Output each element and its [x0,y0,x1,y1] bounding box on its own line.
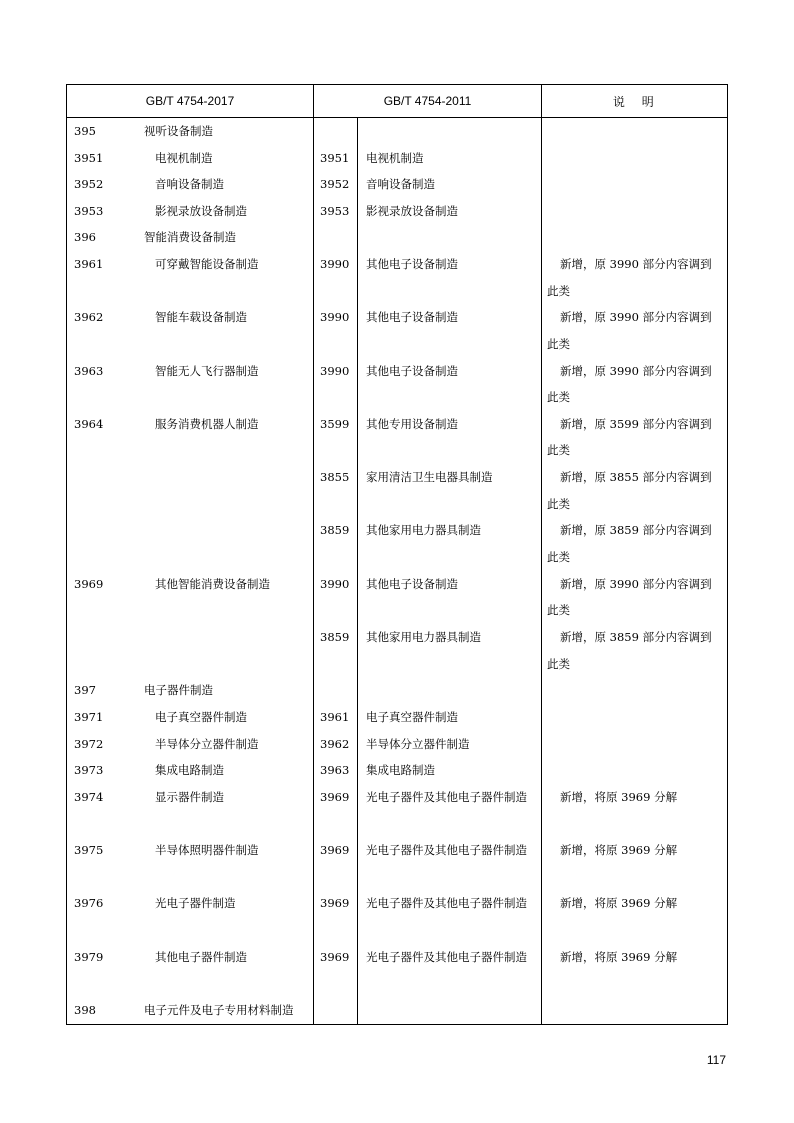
note [542,224,727,251]
code-2011: 3952 [314,171,358,198]
code-2017: 3961 [74,256,104,271]
name-2017: 集成电路制造 [142,757,314,784]
table-row [67,198,727,225]
name-2011 [358,677,542,704]
code-2017: 397 [74,683,96,698]
name-2011: 其他电子设备制造 [358,571,542,624]
table-row [67,145,727,172]
code-2017: 3975 [74,843,104,858]
name-2017 [142,624,314,677]
name-2011: 其他家用电力器具制造 [358,624,542,677]
header-gb-2017: GB/T 4754-2017 [67,85,314,117]
name-2011 [358,997,542,1024]
name-2011: 其他电子设备制造 [358,251,542,304]
name-2011: 家用清洁卫生电器具制造 [358,464,542,517]
note [542,757,727,784]
table-row [67,944,727,997]
table-row [67,731,727,758]
table-row [67,464,727,517]
name-2017: 电子元件及电子专用材料制造 [142,997,314,1024]
code-2011 [314,997,358,1024]
code-2017: 3951 [74,150,104,165]
note [542,997,727,1024]
code-2017: 398 [74,1002,96,1017]
code-2017: 3972 [74,736,104,751]
note: 新增，原 3990 部分内容调到此类 [547,310,712,351]
note: 新增，原 3990 部分内容调到此类 [547,363,712,405]
code-2011: 3969 [314,944,358,997]
code-2011: 3990 [314,251,358,304]
name-2017: 智能车载设备制造 [142,304,314,357]
name-2017 [142,517,314,570]
table-row [67,517,727,570]
note: 新增，原 3859 部分内容调到此类 [547,630,712,671]
name-2017: 半导体照明器件制造 [142,837,314,890]
note: 新增，将原 3969 分解 [560,949,678,964]
note [542,677,727,704]
code-2017 [67,624,142,677]
code-2017: 3979 [74,949,104,964]
code-2011: 3859 [314,517,358,570]
code-2011: 3969 [314,890,358,943]
name-2017: 半导体分立器件制造 [142,731,314,758]
code-2011: 3599 [314,411,358,464]
name-2011 [358,118,542,145]
name-2011: 光电子器件及其他电子器件制造 [358,837,542,890]
code-2011: 3990 [314,571,358,624]
comparison-table [66,84,728,1025]
note: 新增，原 3599 部分内容调到此类 [547,416,712,458]
name-2017: 影视录放设备制造 [142,198,314,225]
note: 新增，将原 3969 分解 [560,896,678,911]
name-2011: 其他电子设备制造 [358,304,542,357]
table-row [67,757,727,784]
code-2017: 3952 [74,177,104,192]
table-row [67,624,727,677]
name-2017: 智能无人飞行器制造 [142,358,314,411]
code-2011: 3963 [314,757,358,784]
name-2017: 光电子器件制造 [142,890,314,943]
note: 新增，将原 3969 分解 [560,789,678,804]
code-2017: 3971 [74,709,104,724]
note: 新增，原 3990 部分内容调到此类 [547,576,712,618]
code-2011 [314,118,358,145]
name-2011: 电子真空器件制造 [358,704,542,731]
code-2011 [314,677,358,704]
table-row [67,171,727,198]
table-body [67,118,727,1024]
code-2011: 3969 [314,837,358,890]
name-2017: 服务消费机器人制造 [142,411,314,464]
name-2017: 智能消费设备制造 [142,224,314,251]
note: 新增，原 3990 部分内容调到此类 [547,256,712,298]
name-2011: 音响设备制造 [358,171,542,198]
code-2011: 3951 [314,145,358,172]
name-2017: 音响设备制造 [142,171,314,198]
note [542,704,727,731]
code-2017: 3963 [74,363,104,378]
table-row [67,358,727,411]
code-2017: 395 [74,124,96,138]
page-number: 117 [706,1053,726,1067]
code-2011 [314,224,358,251]
name-2011: 半导体分立器件制造 [358,731,542,758]
header-note: 说 明 [612,94,657,109]
name-2017: 可穿戴智能设备制造 [142,251,314,304]
note [542,731,727,758]
note: 新增，原 3859 部分内容调到此类 [547,523,712,565]
name-2017: 其他电子器件制造 [142,944,314,997]
name-2011: 电视机制造 [358,145,542,172]
note [542,171,727,198]
code-2017: 3969 [74,576,104,591]
code-2017: 3976 [74,896,104,911]
name-2011: 光电子器件及其他电子器件制造 [358,784,542,837]
note [542,145,727,172]
name-2011: 集成电路制造 [358,757,542,784]
name-2011: 其他专用设备制造 [358,411,542,464]
name-2017: 显示器件制造 [142,784,314,837]
code-2017: 3964 [74,416,104,431]
table-row [67,890,727,943]
code-2011: 3962 [314,731,358,758]
table-row [67,251,727,304]
table-row [67,677,727,704]
code-2017: 3973 [74,763,104,778]
name-2011 [358,224,542,251]
name-2017 [142,464,314,517]
name-2011: 影视录放设备制造 [358,198,542,225]
code-2017: 396 [74,230,96,245]
code-2017 [67,464,142,517]
code-2011: 3855 [314,464,358,517]
name-2017: 电子器件制造 [142,677,314,704]
table-row [67,118,727,145]
code-2017: 3974 [74,789,104,804]
code-2017 [67,517,142,570]
table-row [67,411,727,464]
name-2011: 光电子器件及其他电子器件制造 [358,890,542,943]
code-2011: 3990 [314,304,358,357]
table-row [67,304,727,357]
table-row [67,997,727,1024]
name-2011: 其他家用电力器具制造 [358,517,542,570]
table-row [67,837,727,890]
note: 新增，原 3855 部分内容调到此类 [547,470,712,511]
note: 新增，将原 3969 分解 [560,843,678,858]
code-2011: 3990 [314,358,358,411]
code-2011: 3969 [314,784,358,837]
header-gb-2011: GB/T 4754-2011 [314,85,542,117]
note [542,118,727,145]
code-2011: 3961 [314,704,358,731]
table-header [67,85,727,118]
table-row [67,571,727,624]
name-2011: 其他电子设备制造 [358,358,542,411]
code-2011: 3859 [314,624,358,677]
table-row [67,704,727,731]
name-2017: 视听设备制造 [142,118,314,145]
name-2017: 电视机制造 [142,145,314,172]
code-2011: 3953 [314,198,358,225]
note [542,198,727,225]
table-row [67,784,727,837]
name-2011: 光电子器件及其他电子器件制造 [358,944,542,997]
table-row [67,224,727,251]
name-2017: 其他智能消费设备制造 [142,571,314,624]
name-2017: 电子真空器件制造 [142,704,314,731]
code-2017: 3962 [74,310,104,325]
code-2017: 3953 [74,203,104,218]
